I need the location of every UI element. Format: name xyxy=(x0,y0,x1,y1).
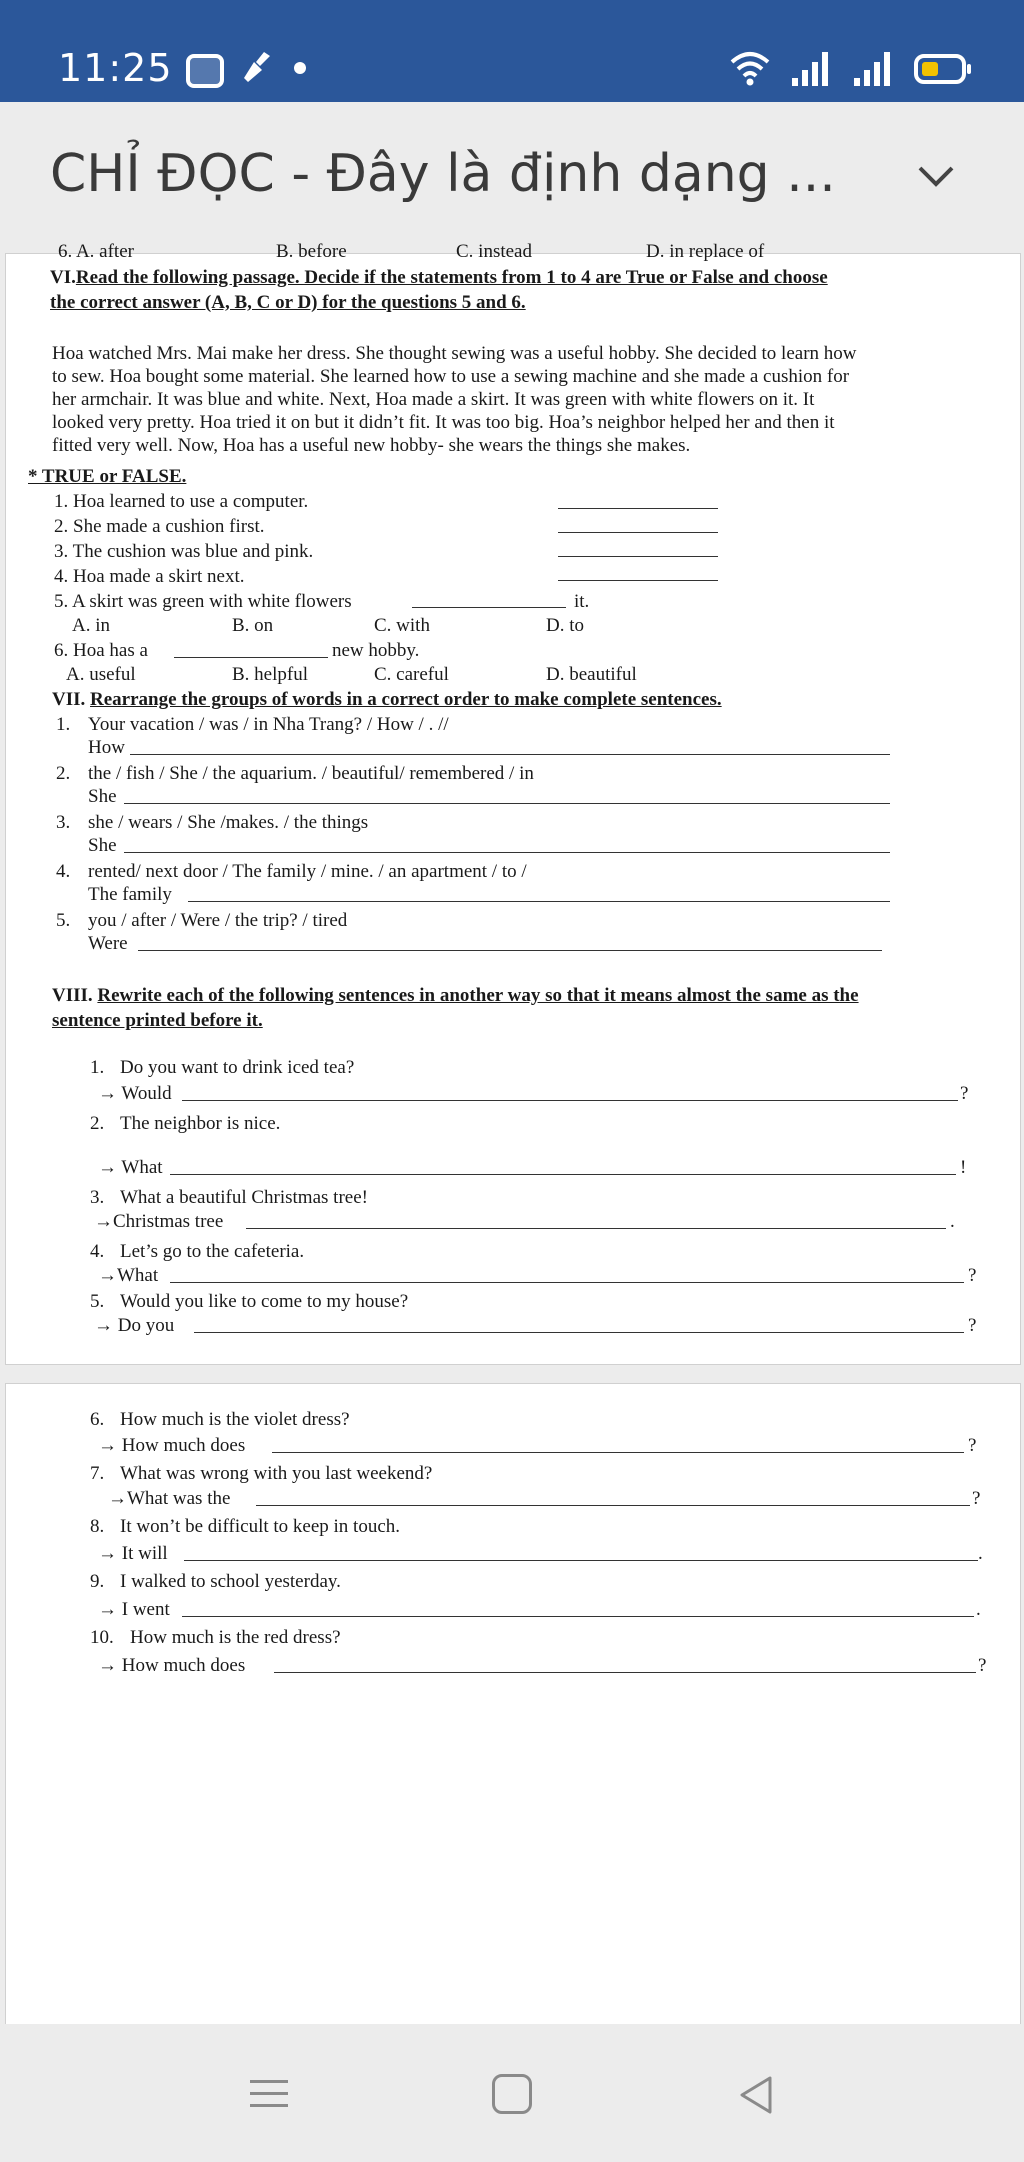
rewrite-start: → What xyxy=(98,1157,163,1178)
section-8-heading: VIII. Rewrite each of the following sentences in another way so that it means almost the same as the xyxy=(52,985,859,1006)
section-6-heading: VI.Read the following passage. Decide if the statements from 1 to 4 are True or False and choose xyxy=(50,267,828,288)
rewrite-start: → I went xyxy=(98,1599,170,1620)
tf-item: 2. She made a cushion first. xyxy=(54,516,265,537)
source-sentence: What was wrong with you last weekend? xyxy=(120,1463,433,1484)
rewrite-start: → Would xyxy=(98,1083,172,1104)
battery-icon xyxy=(914,54,966,84)
wifi-icon xyxy=(728,48,772,88)
option: D. beautiful xyxy=(546,664,637,685)
answer-blank[interactable] xyxy=(558,532,718,533)
option: D. to xyxy=(546,615,584,636)
answer-line[interactable] xyxy=(184,1560,978,1561)
item-number: 7. xyxy=(90,1463,105,1484)
recents-icon[interactable] xyxy=(250,2076,288,2112)
section-8-heading-2: sentence printed before it. xyxy=(52,1010,263,1031)
sentence-start: She xyxy=(88,786,117,807)
item-number: 8. xyxy=(90,1516,105,1537)
cut-option-b: B. before xyxy=(276,241,347,262)
document-page-2 xyxy=(6,1384,1020,2024)
answer-blank[interactable] xyxy=(412,607,566,608)
source-sentence: How much is the violet dress? xyxy=(120,1409,350,1430)
passage-line: to sew. Hoa bought some material. She learned how to use a sewing machine and she made a cushion for xyxy=(52,366,850,387)
item-number: 1. xyxy=(56,714,71,735)
cut-option-c: C. instead xyxy=(456,241,532,262)
passage-line: Hoa watched Mrs. Mai make her dress. She thought sewing was a useful hobby. She decided to learn how xyxy=(52,343,857,364)
item-number: 4. xyxy=(90,1241,105,1262)
true-false-heading: * TRUE or FALSE. xyxy=(28,466,187,487)
cut-off-line xyxy=(6,241,1020,262)
end-punctuation: ? xyxy=(972,1488,981,1509)
navigation-bar xyxy=(0,2024,1024,2162)
rewrite-start: →What was the xyxy=(108,1488,231,1509)
item-number: 2. xyxy=(56,763,71,784)
source-sentence: What a beautiful Christmas tree! xyxy=(120,1187,368,1208)
sentence-start: The family xyxy=(88,884,172,905)
item-number: 3. xyxy=(56,812,71,833)
dot-icon xyxy=(294,62,306,74)
rewrite-start: →What xyxy=(98,1265,159,1286)
back-icon[interactable] xyxy=(736,2074,776,2116)
item-number: 1. xyxy=(90,1057,105,1078)
answer-line[interactable] xyxy=(138,950,882,951)
source-sentence: The neighbor is nice. xyxy=(120,1113,281,1134)
source-sentence: How much is the red dress? xyxy=(130,1627,341,1648)
sentence-start: She xyxy=(88,835,117,856)
item-number: 3. xyxy=(90,1187,105,1208)
answer-line[interactable] xyxy=(124,852,890,853)
end-punctuation: . xyxy=(976,1599,981,1620)
answer-blank[interactable] xyxy=(558,580,718,581)
cut-option-d: D. in replace of xyxy=(646,241,765,262)
section-7-heading: VII. Rearrange the groups of words in a correct order to make complete sentences. xyxy=(52,689,722,710)
passage-line: fitted very well. Now, Hoa has a useful new hobby- she wears the things she makes. xyxy=(52,435,691,456)
item-number: 5. xyxy=(90,1291,105,1312)
section-6-heading-2: the correct answer (A, B, C or D) for the questions 5 and 6. xyxy=(50,292,526,313)
option: C. with xyxy=(374,615,430,636)
end-punctuation: ? xyxy=(968,1315,977,1336)
passage-line: her armchair. It was blue and white. Next, Hoa made a skirt. It was green with white flowers on it. It xyxy=(52,389,815,410)
answer-line[interactable] xyxy=(124,803,890,804)
option: C. careful xyxy=(374,664,449,685)
document-page-1 xyxy=(6,241,1020,1364)
question-6-end: new hobby. xyxy=(332,640,420,661)
answer-line[interactable] xyxy=(170,1282,964,1283)
answer-line[interactable] xyxy=(170,1174,956,1175)
question-5-end: it. xyxy=(574,591,590,612)
sentence-start: How xyxy=(88,737,125,758)
signal-icon xyxy=(790,50,834,88)
word-groups: Your vacation / was / in Nha Trang? / How / . // xyxy=(88,714,449,735)
status-bar xyxy=(0,0,1024,102)
rewrite-start: → Do you xyxy=(94,1315,175,1336)
end-punctuation: ? xyxy=(978,1655,987,1676)
answer-line[interactable] xyxy=(256,1505,970,1506)
tf-item: 4. Hoa made a skirt next. xyxy=(54,566,245,587)
source-sentence: Let’s go to the cafeteria. xyxy=(120,1241,305,1262)
end-punctuation: . xyxy=(978,1543,983,1564)
option: B. on xyxy=(232,615,274,636)
source-sentence: It won’t be difficult to keep in touch. xyxy=(120,1516,401,1537)
word-groups: the / fish / She / the aquarium. / beautiful/ remembered / in xyxy=(88,763,534,784)
item-number: 9. xyxy=(90,1571,105,1592)
answer-line[interactable] xyxy=(246,1228,946,1229)
read-only-banner[interactable] xyxy=(0,102,1024,254)
source-sentence: I walked to school yesterday. xyxy=(120,1571,341,1592)
question-5-stem: 5. A skirt was green with white flowers xyxy=(54,591,352,612)
source-sentence: Would you like to come to my house? xyxy=(120,1291,409,1312)
status-time: 11:25 xyxy=(58,46,173,90)
source-sentence: Do you want to drink iced tea? xyxy=(120,1057,355,1078)
answer-blank[interactable] xyxy=(558,556,718,557)
app-icon xyxy=(186,54,224,88)
sentence-start: Were xyxy=(88,933,128,954)
answer-line[interactable] xyxy=(272,1452,964,1453)
question-6-stem: 6. Hoa has a xyxy=(54,640,148,661)
cut-option-a: 6. A. after xyxy=(58,241,134,262)
word-groups: you / after / Were / the trip? / tired xyxy=(88,910,348,931)
rewrite-start: → How much does xyxy=(98,1435,246,1456)
home-icon[interactable] xyxy=(492,2074,532,2114)
answer-blank[interactable] xyxy=(174,657,328,658)
rewrite-start: → It will xyxy=(98,1543,168,1564)
item-number: 4. xyxy=(56,861,71,882)
passage-line: looked very pretty. Hoa tried it on but it didn’t fit. It was too big. Hoa’s neighbor helped her and then it xyxy=(52,412,835,433)
end-punctuation: ? xyxy=(968,1435,977,1456)
answer-blank[interactable] xyxy=(558,508,718,509)
cleaner-icon xyxy=(240,48,276,93)
option: A. useful xyxy=(66,664,136,685)
read-only-title: CHỈ ĐỌC - Đây là định dạng ... xyxy=(50,144,836,204)
rewrite-start: → How much does xyxy=(98,1655,246,1676)
answer-line[interactable] xyxy=(182,1100,958,1101)
answer-line[interactable] xyxy=(188,901,890,902)
answer-line[interactable] xyxy=(182,1616,974,1617)
battery-level xyxy=(922,62,938,76)
tf-item: 3. The cushion was blue and pink. xyxy=(54,541,314,562)
signal-icon xyxy=(852,50,896,88)
item-number: 5. xyxy=(56,910,71,931)
end-punctuation: ! xyxy=(960,1157,967,1178)
option: A. in xyxy=(72,615,110,636)
answer-line[interactable] xyxy=(130,754,890,755)
answer-line[interactable] xyxy=(194,1332,964,1333)
word-groups: rented/ next door / The family / mine. / an apartment / to / xyxy=(88,861,527,882)
word-groups: she / wears / She /makes. / the things xyxy=(88,812,369,833)
item-number: 2. xyxy=(90,1113,105,1134)
item-number: 6. xyxy=(90,1409,105,1430)
item-number: 10. xyxy=(90,1627,114,1648)
end-punctuation: . xyxy=(950,1211,955,1232)
end-punctuation: ? xyxy=(960,1083,969,1104)
answer-line[interactable] xyxy=(274,1672,976,1673)
tf-item: 1. Hoa learned to use a computer. xyxy=(54,491,309,512)
end-punctuation: ? xyxy=(968,1265,977,1286)
chevron-down-icon[interactable] xyxy=(912,160,960,196)
option: B. helpful xyxy=(232,664,308,685)
rewrite-start: →Christmas tree xyxy=(94,1211,224,1232)
